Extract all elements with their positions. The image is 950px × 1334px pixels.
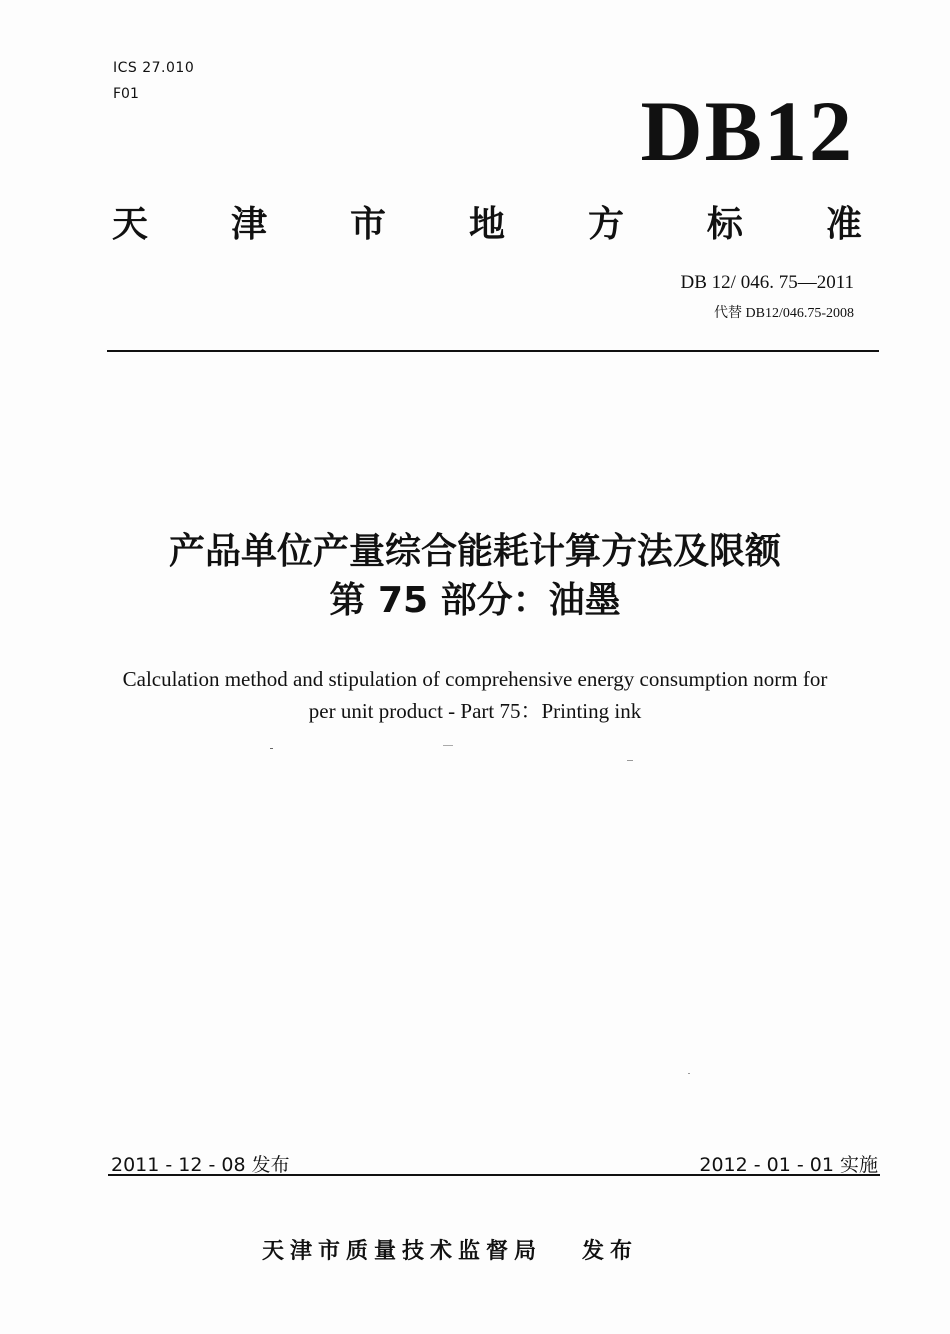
replaces-note: 代替 DB12/046.75-2008 <box>714 306 854 321</box>
implementation-date: 2012 - 01 - 01 实施 <box>699 1154 878 1176</box>
standard-type-char: 地 <box>468 204 505 245</box>
ccs-code: F01 <box>113 86 139 102</box>
issuer-name: 天津市质量技术监督局 <box>262 1239 543 1264</box>
standard-type-char: 津 <box>230 204 267 245</box>
standard-type-char: 方 <box>587 204 624 245</box>
header-divider <box>107 350 879 352</box>
english-title-line: Calculation method and stipulation of comprehensive energy consumption norm for <box>122 667 828 691</box>
scan-speck <box>688 1073 690 1074</box>
standard-type-char: 准 <box>825 204 862 245</box>
standard-type-char: 市 <box>349 204 386 245</box>
chinese-title-subtitle: 第 75 部分：油墨 <box>329 579 621 621</box>
issuer-action: 发布 <box>582 1239 639 1264</box>
standard-type-heading <box>112 196 862 247</box>
db-logo: DB12 <box>640 83 854 179</box>
scan-speck <box>443 745 453 746</box>
standard-type-char: 标 <box>706 204 743 245</box>
chinese-title-line: 产品单位产量综合能耗计算方法及限额 <box>168 531 781 572</box>
footer-divider <box>108 1174 880 1176</box>
scan-speck <box>270 748 273 749</box>
standard-number: DB 12/ 046. 75—2011 <box>680 272 854 293</box>
standard-type-char: 天 <box>112 204 149 245</box>
ics-code: ICS 27.010 <box>113 60 195 76</box>
issuer-line <box>262 1234 638 1265</box>
issue-date: 2011 - 12 - 08 发布 <box>111 1154 290 1176</box>
english-title-line: per unit product - Part 75：Printing ink <box>308 699 642 723</box>
chinese-title <box>0 528 950 625</box>
english-title <box>0 663 950 727</box>
scan-speck <box>627 760 633 761</box>
